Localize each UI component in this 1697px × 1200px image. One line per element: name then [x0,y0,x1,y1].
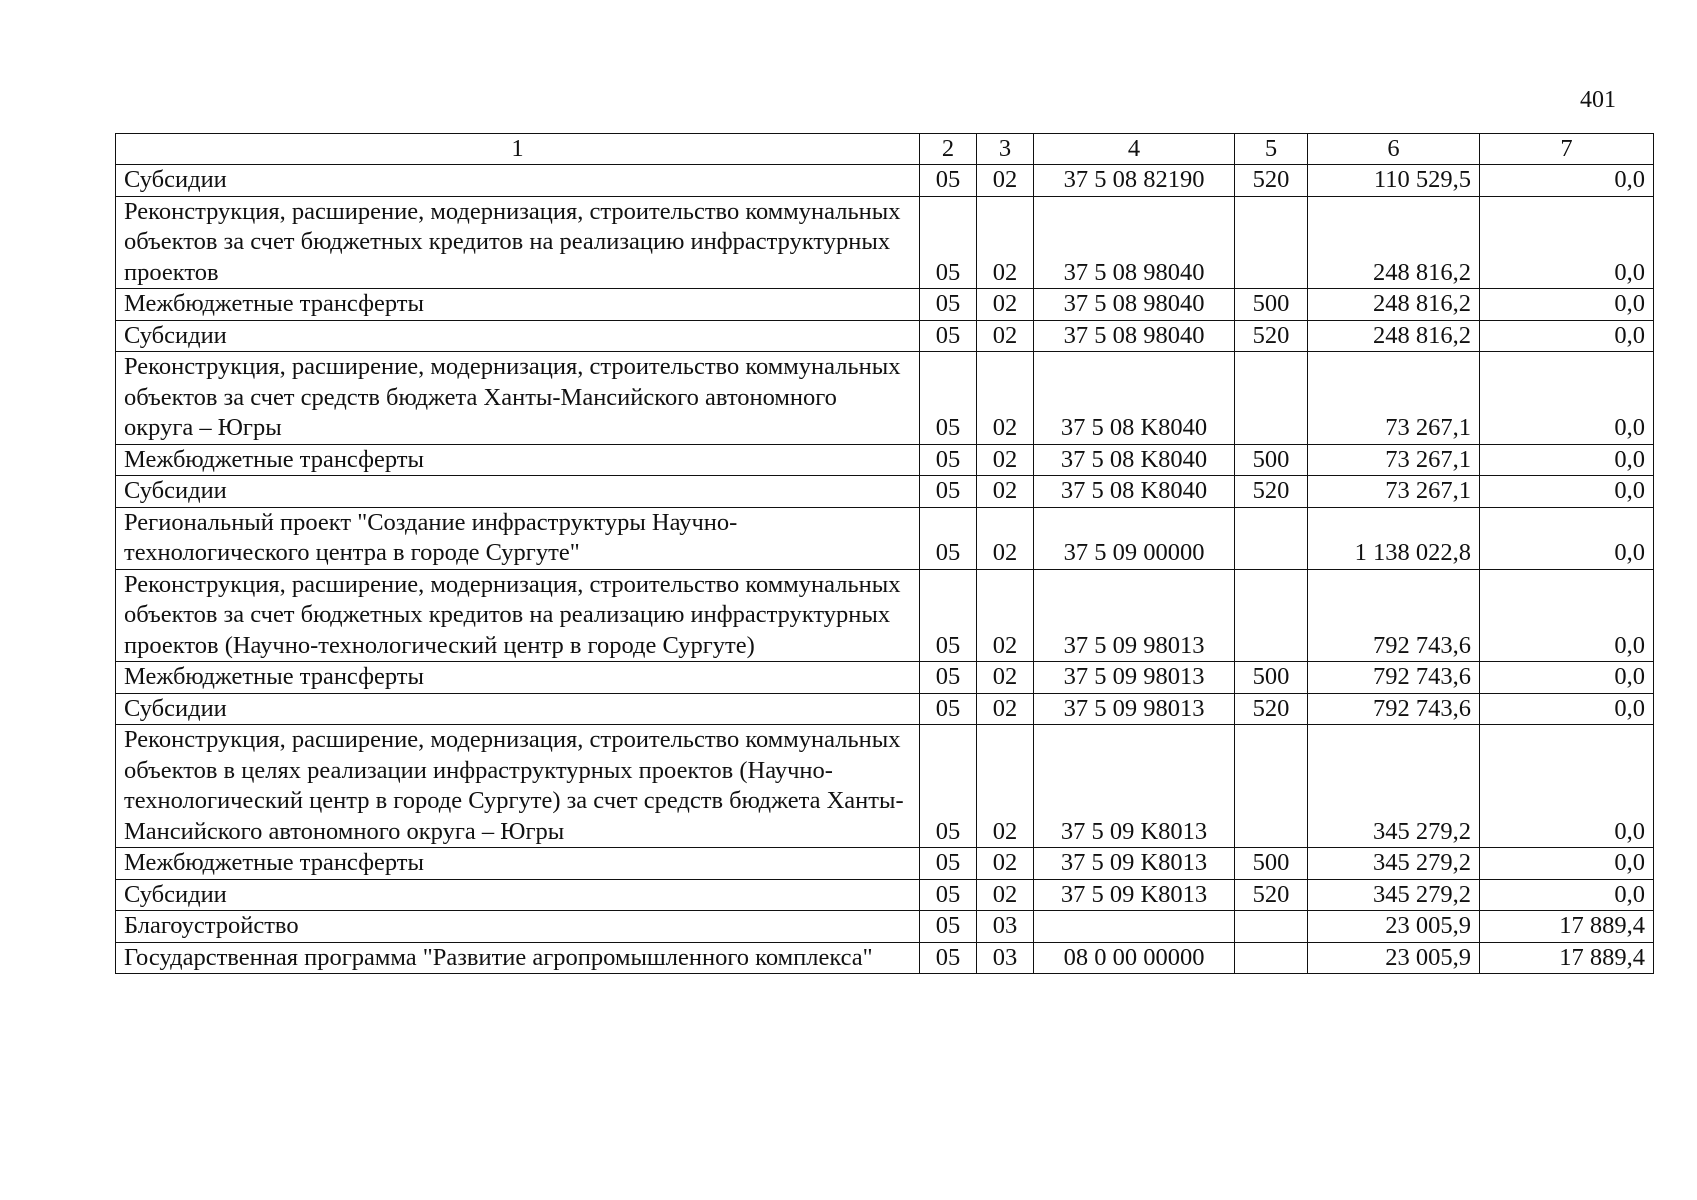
table-row [116,693,1654,725]
table-row [116,848,1654,880]
expense-type-cell [1235,942,1308,974]
table-row [116,942,1654,974]
subsection-code-cell: 02 [977,507,1034,569]
expense-type-cell: 520 [1235,165,1308,197]
page-number: 401 [1580,87,1616,113]
expense-type-cell: 500 [1235,289,1308,321]
section-code-cell: 05 [920,476,977,508]
target-article-cell: 37 5 09 K8013 [1034,848,1235,880]
section-code-cell: 05 [920,444,977,476]
table-row [116,507,1654,569]
amount-col7-cell: 0,0 [1480,662,1654,694]
section-code-cell: 05 [920,693,977,725]
amount-col7-cell: 0,0 [1480,476,1654,508]
row-name-cell: Межбюджетные трансферты [116,444,920,476]
table-row [116,569,1654,662]
expense-type-cell [1235,911,1308,943]
table-row [116,165,1654,197]
expense-type-cell [1235,352,1308,445]
expense-type-cell: 520 [1235,320,1308,352]
subsection-code-cell: 02 [977,662,1034,694]
expense-type-cell [1235,196,1308,289]
column-header: 4 [1034,134,1235,165]
section-code-cell: 05 [920,289,977,321]
expense-type-cell: 500 [1235,848,1308,880]
row-name-cell: Субсидии [116,320,920,352]
table-header-row [116,134,1654,165]
column-header: 6 [1308,134,1480,165]
subsection-code-cell: 02 [977,289,1034,321]
column-header: 5 [1235,134,1308,165]
table-row [116,289,1654,321]
row-name-cell: Региональный проект "Создание инфраструктуры Научно-технологического центра в городе Сургуте" [116,507,920,569]
expense-type-cell [1235,569,1308,662]
subsection-code-cell: 02 [977,725,1034,848]
amount-col6-cell: 345 279,2 [1308,879,1480,911]
amount-col7-cell: 0,0 [1480,165,1654,197]
subsection-code-cell: 03 [977,942,1034,974]
expense-type-cell: 520 [1235,693,1308,725]
table-row [116,196,1654,289]
amount-col6-cell: 345 279,2 [1308,725,1480,848]
target-article-cell: 37 5 08 K8040 [1034,352,1235,445]
subsection-code-cell: 02 [977,879,1034,911]
expense-type-cell: 520 [1235,879,1308,911]
section-code-cell: 05 [920,662,977,694]
subsection-code-cell: 03 [977,911,1034,943]
subsection-code-cell: 02 [977,444,1034,476]
amount-col6-cell: 23 005,9 [1308,911,1480,943]
section-code-cell: 05 [920,911,977,943]
target-article-cell [1034,911,1235,943]
target-article-cell: 37 5 08 K8040 [1034,444,1235,476]
expense-type-cell: 500 [1235,444,1308,476]
target-article-cell: 37 5 09 98013 [1034,693,1235,725]
amount-col7-cell: 17 889,4 [1480,911,1654,943]
row-name-cell: Межбюджетные трансферты [116,848,920,880]
row-name-cell: Субсидии [116,476,920,508]
amount-col6-cell: 792 743,6 [1308,693,1480,725]
amount-col6-cell: 248 816,2 [1308,320,1480,352]
subsection-code-cell: 02 [977,196,1034,289]
row-name-cell: Межбюджетные трансферты [116,662,920,694]
target-article-cell: 37 5 08 K8040 [1034,476,1235,508]
target-article-cell: 37 5 09 00000 [1034,507,1235,569]
budget-table [115,133,1654,974]
amount-col6-cell: 792 743,6 [1308,662,1480,694]
subsection-code-cell: 02 [977,848,1034,880]
section-code-cell: 05 [920,196,977,289]
subsection-code-cell: 02 [977,693,1034,725]
expense-type-cell [1235,507,1308,569]
amount-col7-cell: 0,0 [1480,569,1654,662]
amount-col7-cell: 17 889,4 [1480,942,1654,974]
table-row [116,444,1654,476]
section-code-cell: 05 [920,165,977,197]
column-header: 3 [977,134,1034,165]
target-article-cell: 37 5 09 K8013 [1034,725,1235,848]
amount-col7-cell: 0,0 [1480,693,1654,725]
subsection-code-cell: 02 [977,476,1034,508]
amount-col7-cell: 0,0 [1480,725,1654,848]
section-code-cell: 05 [920,507,977,569]
table-row [116,662,1654,694]
amount-col6-cell: 345 279,2 [1308,848,1480,880]
table-body [116,165,1654,974]
amount-col7-cell: 0,0 [1480,444,1654,476]
amount-col7-cell: 0,0 [1480,196,1654,289]
amount-col6-cell: 1 138 022,8 [1308,507,1480,569]
amount-col6-cell: 73 267,1 [1308,476,1480,508]
section-code-cell: 05 [920,569,977,662]
table-row [116,725,1654,848]
amount-col6-cell: 792 743,6 [1308,569,1480,662]
section-code-cell: 05 [920,879,977,911]
row-name-cell: Субсидии [116,165,920,197]
section-code-cell: 05 [920,320,977,352]
expense-type-cell: 500 [1235,662,1308,694]
expense-type-cell [1235,725,1308,848]
target-article-cell: 37 5 08 98040 [1034,320,1235,352]
row-name-cell: Реконструкция, расширение, модернизация, строительство коммунальных объектов за счет средств бюджета Ханты-Мансийского автономного округа – Югры [116,352,920,445]
amount-col7-cell: 0,0 [1480,879,1654,911]
amount-col6-cell: 248 816,2 [1308,196,1480,289]
amount-col7-cell: 0,0 [1480,289,1654,321]
target-article-cell: 37 5 08 82190 [1034,165,1235,197]
row-name-cell: Субсидии [116,879,920,911]
column-header: 2 [920,134,977,165]
target-article-cell: 37 5 08 98040 [1034,289,1235,321]
row-name-cell: Межбюджетные трансферты [116,289,920,321]
row-name-cell: Реконструкция, расширение, модернизация, строительство коммунальных объектов в целях реализации инфраструктурных проектов (Научно-технологический центр в городе Сургуте) за счет средств бюджета Ханты-Мансийского автономного округа – Югры [116,725,920,848]
row-name-cell: Государственная программа "Развитие агропромышленного комплекса" [116,942,920,974]
column-header: 7 [1480,134,1654,165]
amount-col7-cell: 0,0 [1480,352,1654,445]
amount-col6-cell: 248 816,2 [1308,289,1480,321]
table-row [116,476,1654,508]
table-row [116,352,1654,445]
subsection-code-cell: 02 [977,569,1034,662]
table-row [116,879,1654,911]
row-name-cell: Реконструкция, расширение, модернизация, строительство коммунальных объектов за счет бюджетных кредитов на реализацию инфраструктурных проектов [116,196,920,289]
target-article-cell: 08 0 00 00000 [1034,942,1235,974]
amount-col7-cell: 0,0 [1480,320,1654,352]
section-code-cell: 05 [920,725,977,848]
amount-col7-cell: 0,0 [1480,507,1654,569]
amount-col7-cell: 0,0 [1480,848,1654,880]
table-row [116,911,1654,943]
target-article-cell: 37 5 09 K8013 [1034,879,1235,911]
section-code-cell: 05 [920,352,977,445]
target-article-cell: 37 5 08 98040 [1034,196,1235,289]
section-code-cell: 05 [920,942,977,974]
section-code-cell: 05 [920,848,977,880]
column-header: 1 [116,134,920,165]
table-row [116,320,1654,352]
row-name-cell: Благоустройство [116,911,920,943]
row-name-cell: Реконструкция, расширение, модернизация, строительство коммунальных объектов за счет бюджетных кредитов на реализацию инфраструктурных проектов (Научно-технологический центр в городе Сургуте) [116,569,920,662]
amount-col6-cell: 23 005,9 [1308,942,1480,974]
amount-col6-cell: 110 529,5 [1308,165,1480,197]
subsection-code-cell: 02 [977,165,1034,197]
amount-col6-cell: 73 267,1 [1308,444,1480,476]
subsection-code-cell: 02 [977,352,1034,445]
row-name-cell: Субсидии [116,693,920,725]
target-article-cell: 37 5 09 98013 [1034,662,1235,694]
amount-col6-cell: 73 267,1 [1308,352,1480,445]
target-article-cell: 37 5 09 98013 [1034,569,1235,662]
subsection-code-cell: 02 [977,320,1034,352]
expense-type-cell: 520 [1235,476,1308,508]
